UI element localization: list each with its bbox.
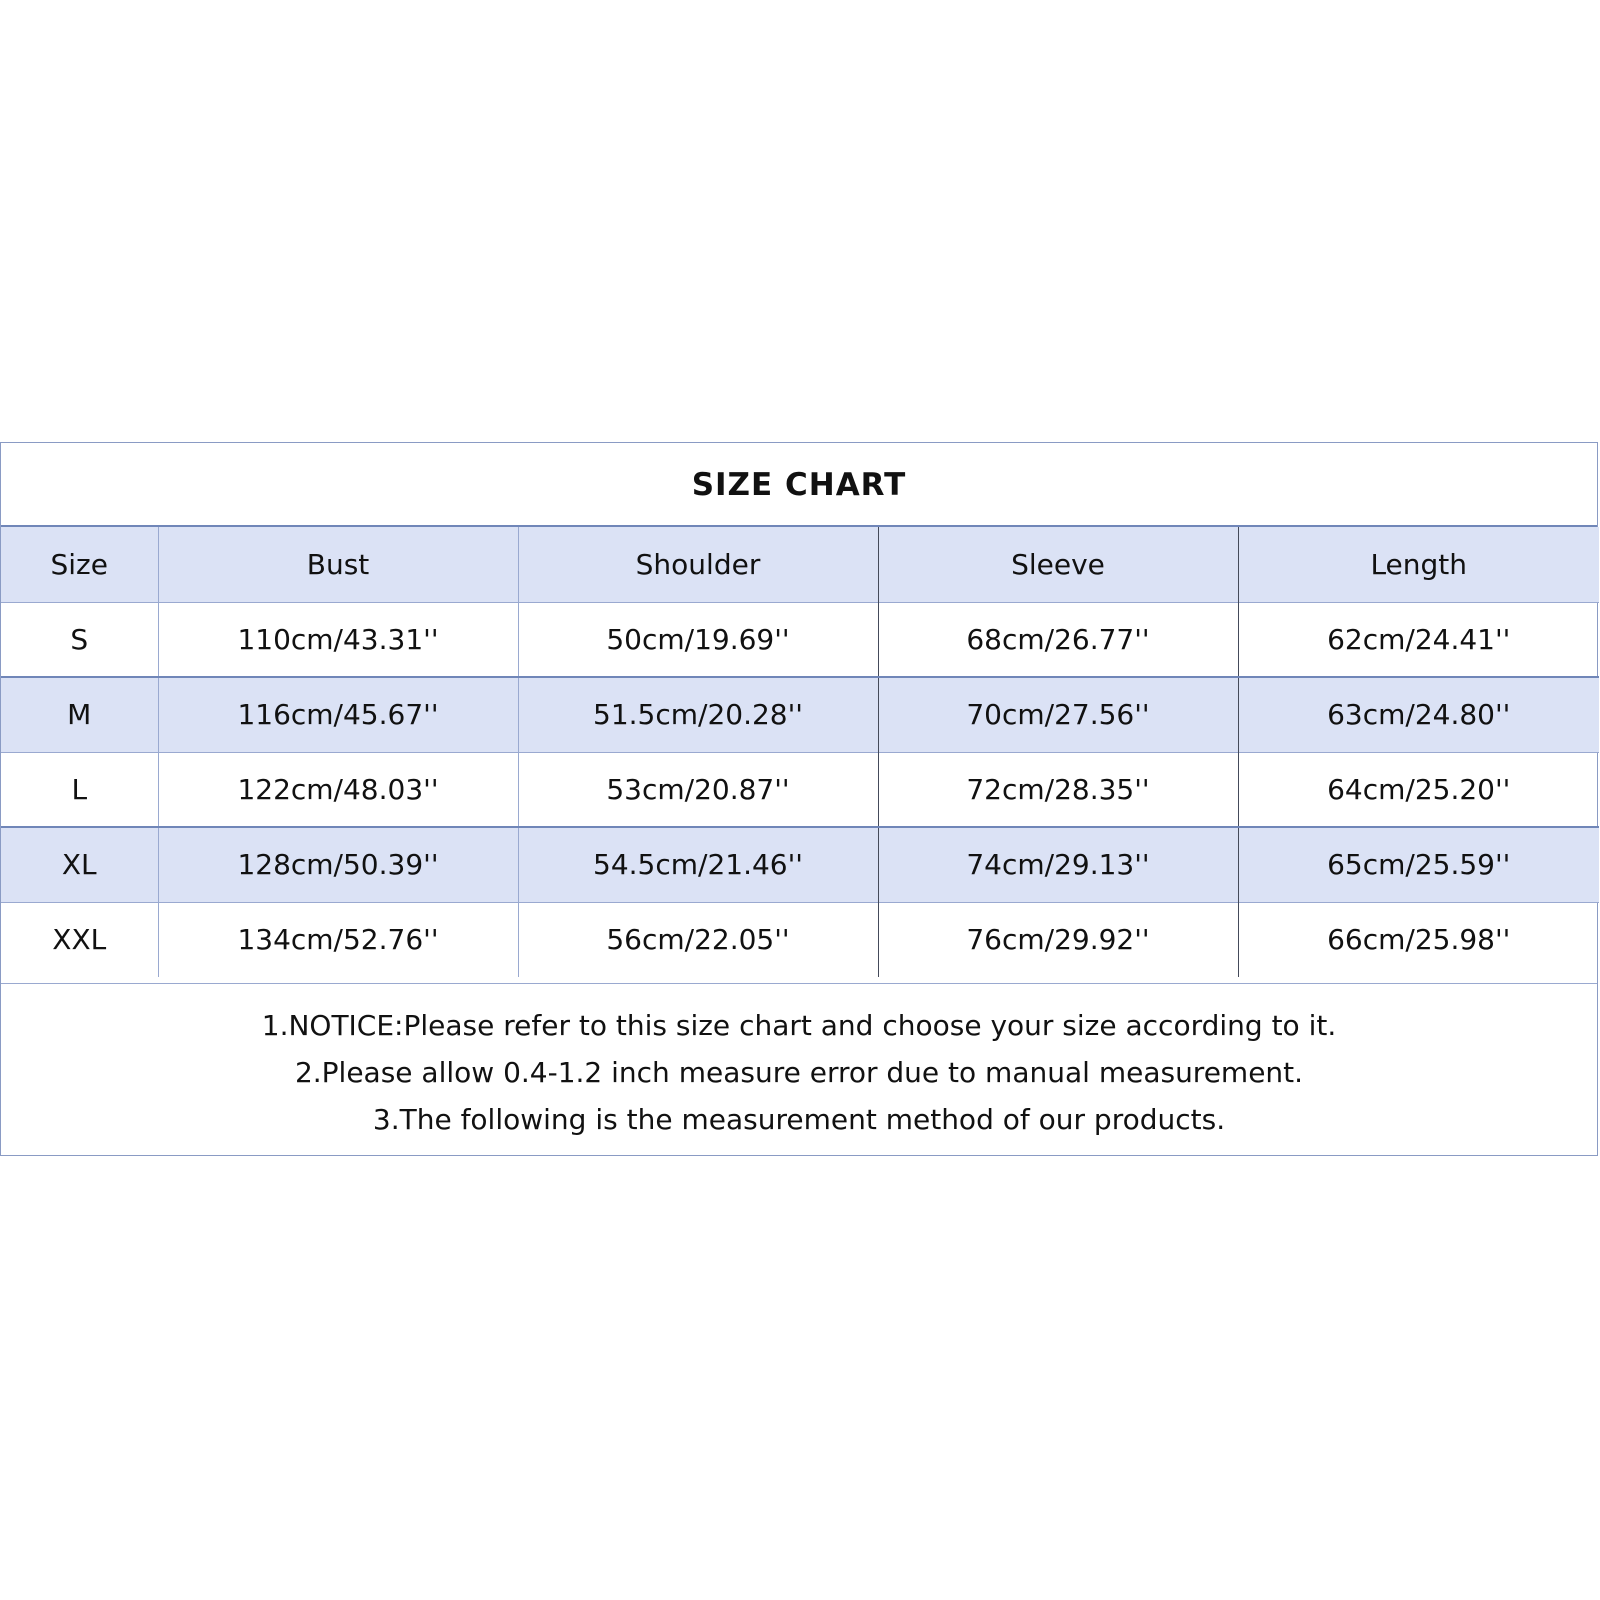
- cell-shoulder: 56cm/22.05'': [518, 902, 878, 977]
- cell-sleeve: 74cm/29.13'': [878, 827, 1238, 902]
- cell-size: M: [1, 677, 158, 752]
- cell-bust: 122cm/48.03'': [158, 752, 518, 827]
- cell-size: S: [1, 602, 158, 677]
- cell-bust: 128cm/50.39'': [158, 827, 518, 902]
- note-notice: 1.NOTICE:Please refer to this size chart and choose your size according to it.: [261, 1009, 1337, 1042]
- cell-sleeve: 68cm/26.77'': [878, 602, 1238, 677]
- cell-length: 64cm/25.20'': [1238, 752, 1599, 827]
- size-table: [1, 527, 1599, 977]
- header-sleeve: Sleeve: [878, 527, 1238, 602]
- cell-sleeve: 70cm/27.56'': [878, 677, 1238, 752]
- cell-size: XXL: [1, 902, 158, 977]
- table-row: [1, 827, 1599, 902]
- cell-length: 66cm/25.98'': [1238, 902, 1599, 977]
- header-length: Length: [1238, 527, 1599, 602]
- chart-title: SIZE CHART: [1, 443, 1597, 527]
- cell-shoulder: 54.5cm/21.46'': [518, 827, 878, 902]
- table-row: [1, 902, 1599, 977]
- table-row: [1, 677, 1599, 752]
- table-row: [1, 752, 1599, 827]
- cell-length: 62cm/24.41'': [1238, 602, 1599, 677]
- cell-bust: 134cm/52.76'': [158, 902, 518, 977]
- cell-sleeve: 72cm/28.35'': [878, 752, 1238, 827]
- cell-bust: 116cm/45.67'': [158, 677, 518, 752]
- table-row: [1, 602, 1599, 677]
- cell-length: 63cm/24.80'': [1238, 677, 1599, 752]
- header-bust: Bust: [158, 527, 518, 602]
- cell-size: XL: [1, 827, 158, 902]
- notes-section: [1, 983, 1597, 1155]
- header-row: [1, 527, 1599, 602]
- cell-shoulder: 53cm/20.87'': [518, 752, 878, 827]
- header-shoulder: Shoulder: [518, 527, 878, 602]
- header-size: Size: [1, 527, 158, 602]
- cell-shoulder: 51.5cm/20.28'': [518, 677, 878, 752]
- cell-shoulder: 50cm/19.69'': [518, 602, 878, 677]
- cell-sleeve: 76cm/29.92'': [878, 902, 1238, 977]
- cell-size: L: [1, 752, 158, 827]
- cell-bust: 110cm/43.31'': [158, 602, 518, 677]
- cell-length: 65cm/25.59'': [1238, 827, 1599, 902]
- size-chart: [0, 442, 1598, 1156]
- note-measure-error: 2.Please allow 0.4-1.2 inch measure error due to manual measurement.: [294, 1056, 1304, 1089]
- note-measurement-method: 3.The following is the measurement method of our products.: [372, 1103, 1226, 1136]
